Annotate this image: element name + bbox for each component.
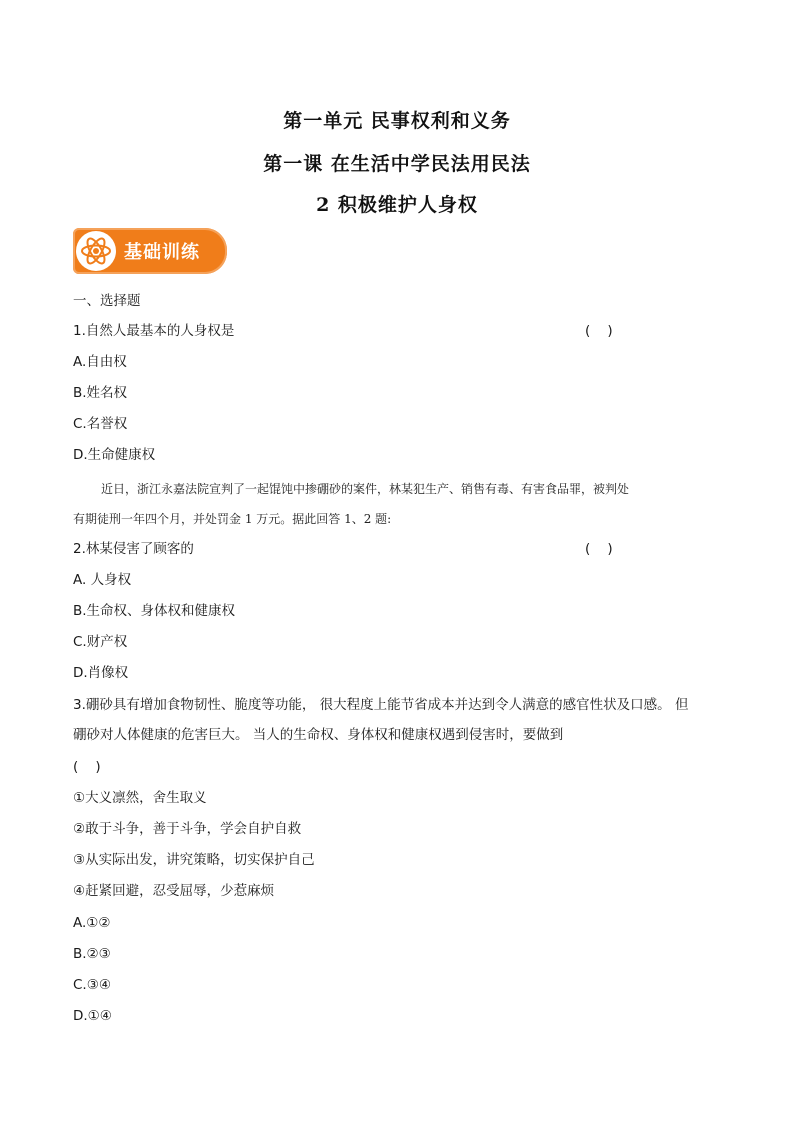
question-3-option-b: B.②③ (73, 946, 111, 962)
question-2-option-b: B.生命权、身体权和健康权 (73, 603, 236, 619)
question-3-answer-blank: ( ) (73, 759, 101, 775)
atom-icon (76, 231, 116, 271)
question-1-option-c: C.名誉权 (73, 416, 128, 432)
question-1-answer-blank: ( ) (585, 323, 613, 339)
question-2-option-a: A. 人身权 (73, 572, 132, 588)
question-2-option-c: C.财产权 (73, 634, 128, 650)
passage-line-1: 近日，浙江永嘉法院宣判了一起馄饨中掺硼砂的案件，林某犯生产、销售有毒、有害食品罪，被判处 (101, 482, 630, 496)
question-1-stem: 1.自然人最基本的人身权是 (73, 323, 235, 339)
question-3-stem-line-1: 3.硼砂具有增加食物韧性、脆度等功能， 很大程度上能节省成本并达到令人满意的感官性状及口感。 但 (73, 697, 689, 713)
unit-title: 第一单元 民事权利和义务 (283, 110, 511, 132)
question-2-option-d: D.肖像权 (73, 665, 129, 681)
question-1-option-d: D.生命健康权 (73, 447, 156, 463)
question-3-statement-2: ②敢于斗争，善于斗争，学会自护自救 (73, 821, 302, 837)
question-1-option-a: A.自由权 (73, 354, 127, 370)
question-3-statement-1: ①大义凛然，舍生取义 (73, 790, 207, 806)
lesson-title: 第一课 在生活中学民法用民法 (263, 153, 531, 175)
question-3-option-a: A.①② (73, 915, 111, 931)
question-3-option-d: D.①④ (73, 1008, 112, 1024)
question-3-option-c: C.③④ (73, 977, 111, 993)
passage-line-2: 有期徒刑一年四个月，并处罚金 1 万元。据此回答 1、2 题: (73, 512, 392, 526)
part-heading: 一、选择题 (73, 293, 141, 309)
section-banner (73, 228, 227, 274)
banner-label: 基础训练 (124, 242, 200, 263)
question-2-answer-blank: ( ) (585, 541, 613, 557)
question-2-stem: 2.林某侵害了顾客的 (73, 541, 194, 557)
question-3-statement-3: ③从实际出发，讲究策略，切实保护自己 (73, 852, 315, 868)
section-title: 2 积极维护人身权 (316, 194, 478, 216)
question-3-statement-4: ④赶紧回避，忍受屈辱，少惹麻烦 (73, 883, 275, 899)
question-1-option-b: B.姓名权 (73, 385, 128, 401)
question-3-stem-line-2: 硼砂对人体健康的危害巨大。 当人的生命权、身体权和健康权遇到侵害时，要做到 (73, 727, 564, 743)
